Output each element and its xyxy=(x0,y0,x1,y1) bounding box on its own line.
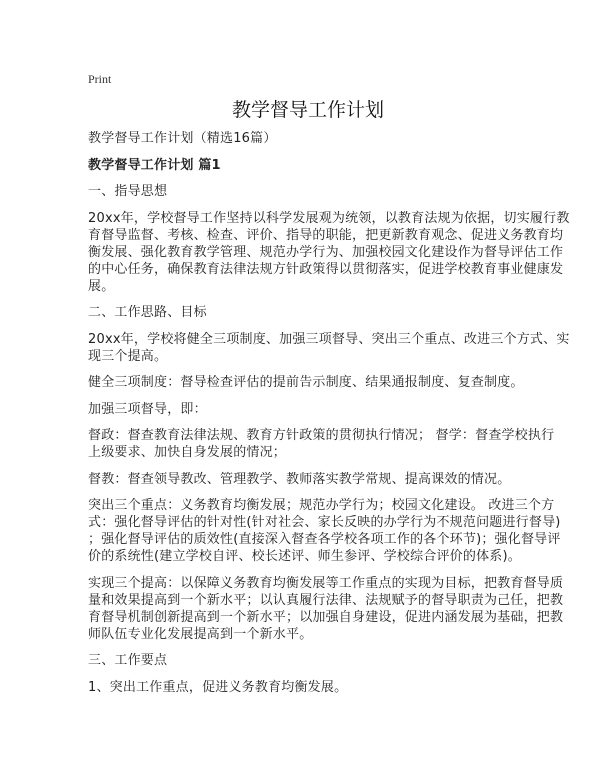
paragraph-line: 育督导机制创新提高到一个新水平；以加强自身建设，促进内涵发展为基础，把教 xyxy=(88,609,564,625)
paragraph xyxy=(88,374,528,391)
paragraph-line: 育督导监督、考核、检查、评价、指导的职能，把更新教育观念、促进义务教育均 xyxy=(88,227,564,243)
paragraph-line: 三、工作要点 xyxy=(88,653,168,668)
subtitle-text: 教学督导工作计划（精选16篇） xyxy=(88,131,277,146)
paragraph-line: 实现三个提高：以保障义务教育均衡发展等工作重点的实现为目标，把教育督导质 xyxy=(88,575,564,591)
paragraph-line: 量和效果提高到一个新水平；以认真履行法律、法规赋予的督导职责为己任，把教 xyxy=(88,592,564,608)
paragraph-line: 督政：督查教育法律法规、教育方针政策的贯彻执行情况； 督学：督查学校执行 xyxy=(88,428,555,443)
document-title: 教学督导工作计划 xyxy=(231,99,384,121)
paragraph-line: 师队伍专业化发展提高到一个新水平。 xyxy=(88,626,313,642)
paragraph-line: 现三个提高。 xyxy=(88,348,168,364)
paragraph-line: 展。 xyxy=(88,278,115,294)
paragraph xyxy=(88,210,570,295)
paragraph-line: 20xx年，学校将健全三项制度、加强三项督导、突出三个重点、改进三个方式、实 xyxy=(88,331,570,347)
paragraph-line: 衡发展、强化教育教学管理、规范办学行为、加强校园文化建设作为督导评估工作 xyxy=(88,244,564,260)
paragraph-line: 20xx年，学校督导工作坚持以科学发展观为统领，以教育法规为依据，切实履行教 xyxy=(88,210,570,226)
paragraph-line: 上级要求、加快自身发展的情况； xyxy=(88,445,287,460)
print-label: Print xyxy=(88,72,112,86)
section-heading-text: 教学督导工作计划 篇1 xyxy=(88,157,221,173)
paragraph-line: 的中心任务，确保教育法律法规方针政策得以贯彻落实，促进学校教育事业健康发 xyxy=(88,261,564,277)
section-subheading xyxy=(88,183,528,200)
paragraph-line: 一、指导思想 xyxy=(88,184,168,199)
paragraph xyxy=(88,427,555,461)
paragraph-line: 督教：督查领导教改、管理教学、教师落实教学常规、提高课效的情况。 xyxy=(88,471,511,487)
paragraph-line: 1、突出工作重点，促进义务教育均衡发展。 xyxy=(88,679,348,695)
paragraph-line: 式：强化督导评估的针对性(针对社会、家长反映的办学行为不规范问题进行督导) xyxy=(88,515,561,530)
paragraph-line: 突出三个重点：义务教育均衡发展；规范办学行为；校园文化建设。 改进三个方 xyxy=(88,498,555,513)
section-subheading xyxy=(88,401,528,418)
subtitle xyxy=(88,130,528,147)
paragraph-line: 价的系统性(建立学校自评、校长述评、师生参评、学校综合评价的体系)。 xyxy=(88,549,521,564)
paragraph xyxy=(88,331,570,365)
paragraph-line: 二、工作思路、目标 xyxy=(88,305,207,320)
section-heading xyxy=(88,157,528,174)
paragraph-line: 健全三项制度：督导检查评估的提前告示制度、结果通报制度、复查制度。 xyxy=(88,375,524,390)
document xyxy=(88,70,570,705)
section-subheading xyxy=(88,304,528,321)
section-subheading xyxy=(88,652,528,669)
document-body xyxy=(88,183,570,696)
paragraph-line: 加强三项督导，即： xyxy=(88,401,207,417)
paragraph xyxy=(88,679,528,696)
paragraph xyxy=(88,471,528,488)
paragraph xyxy=(88,575,564,643)
paragraph-line: ；强化督导评估的质效性(直接深入督查各学校各项工作的各个环节)；强化督导评 xyxy=(88,532,561,547)
paragraph xyxy=(88,497,561,565)
